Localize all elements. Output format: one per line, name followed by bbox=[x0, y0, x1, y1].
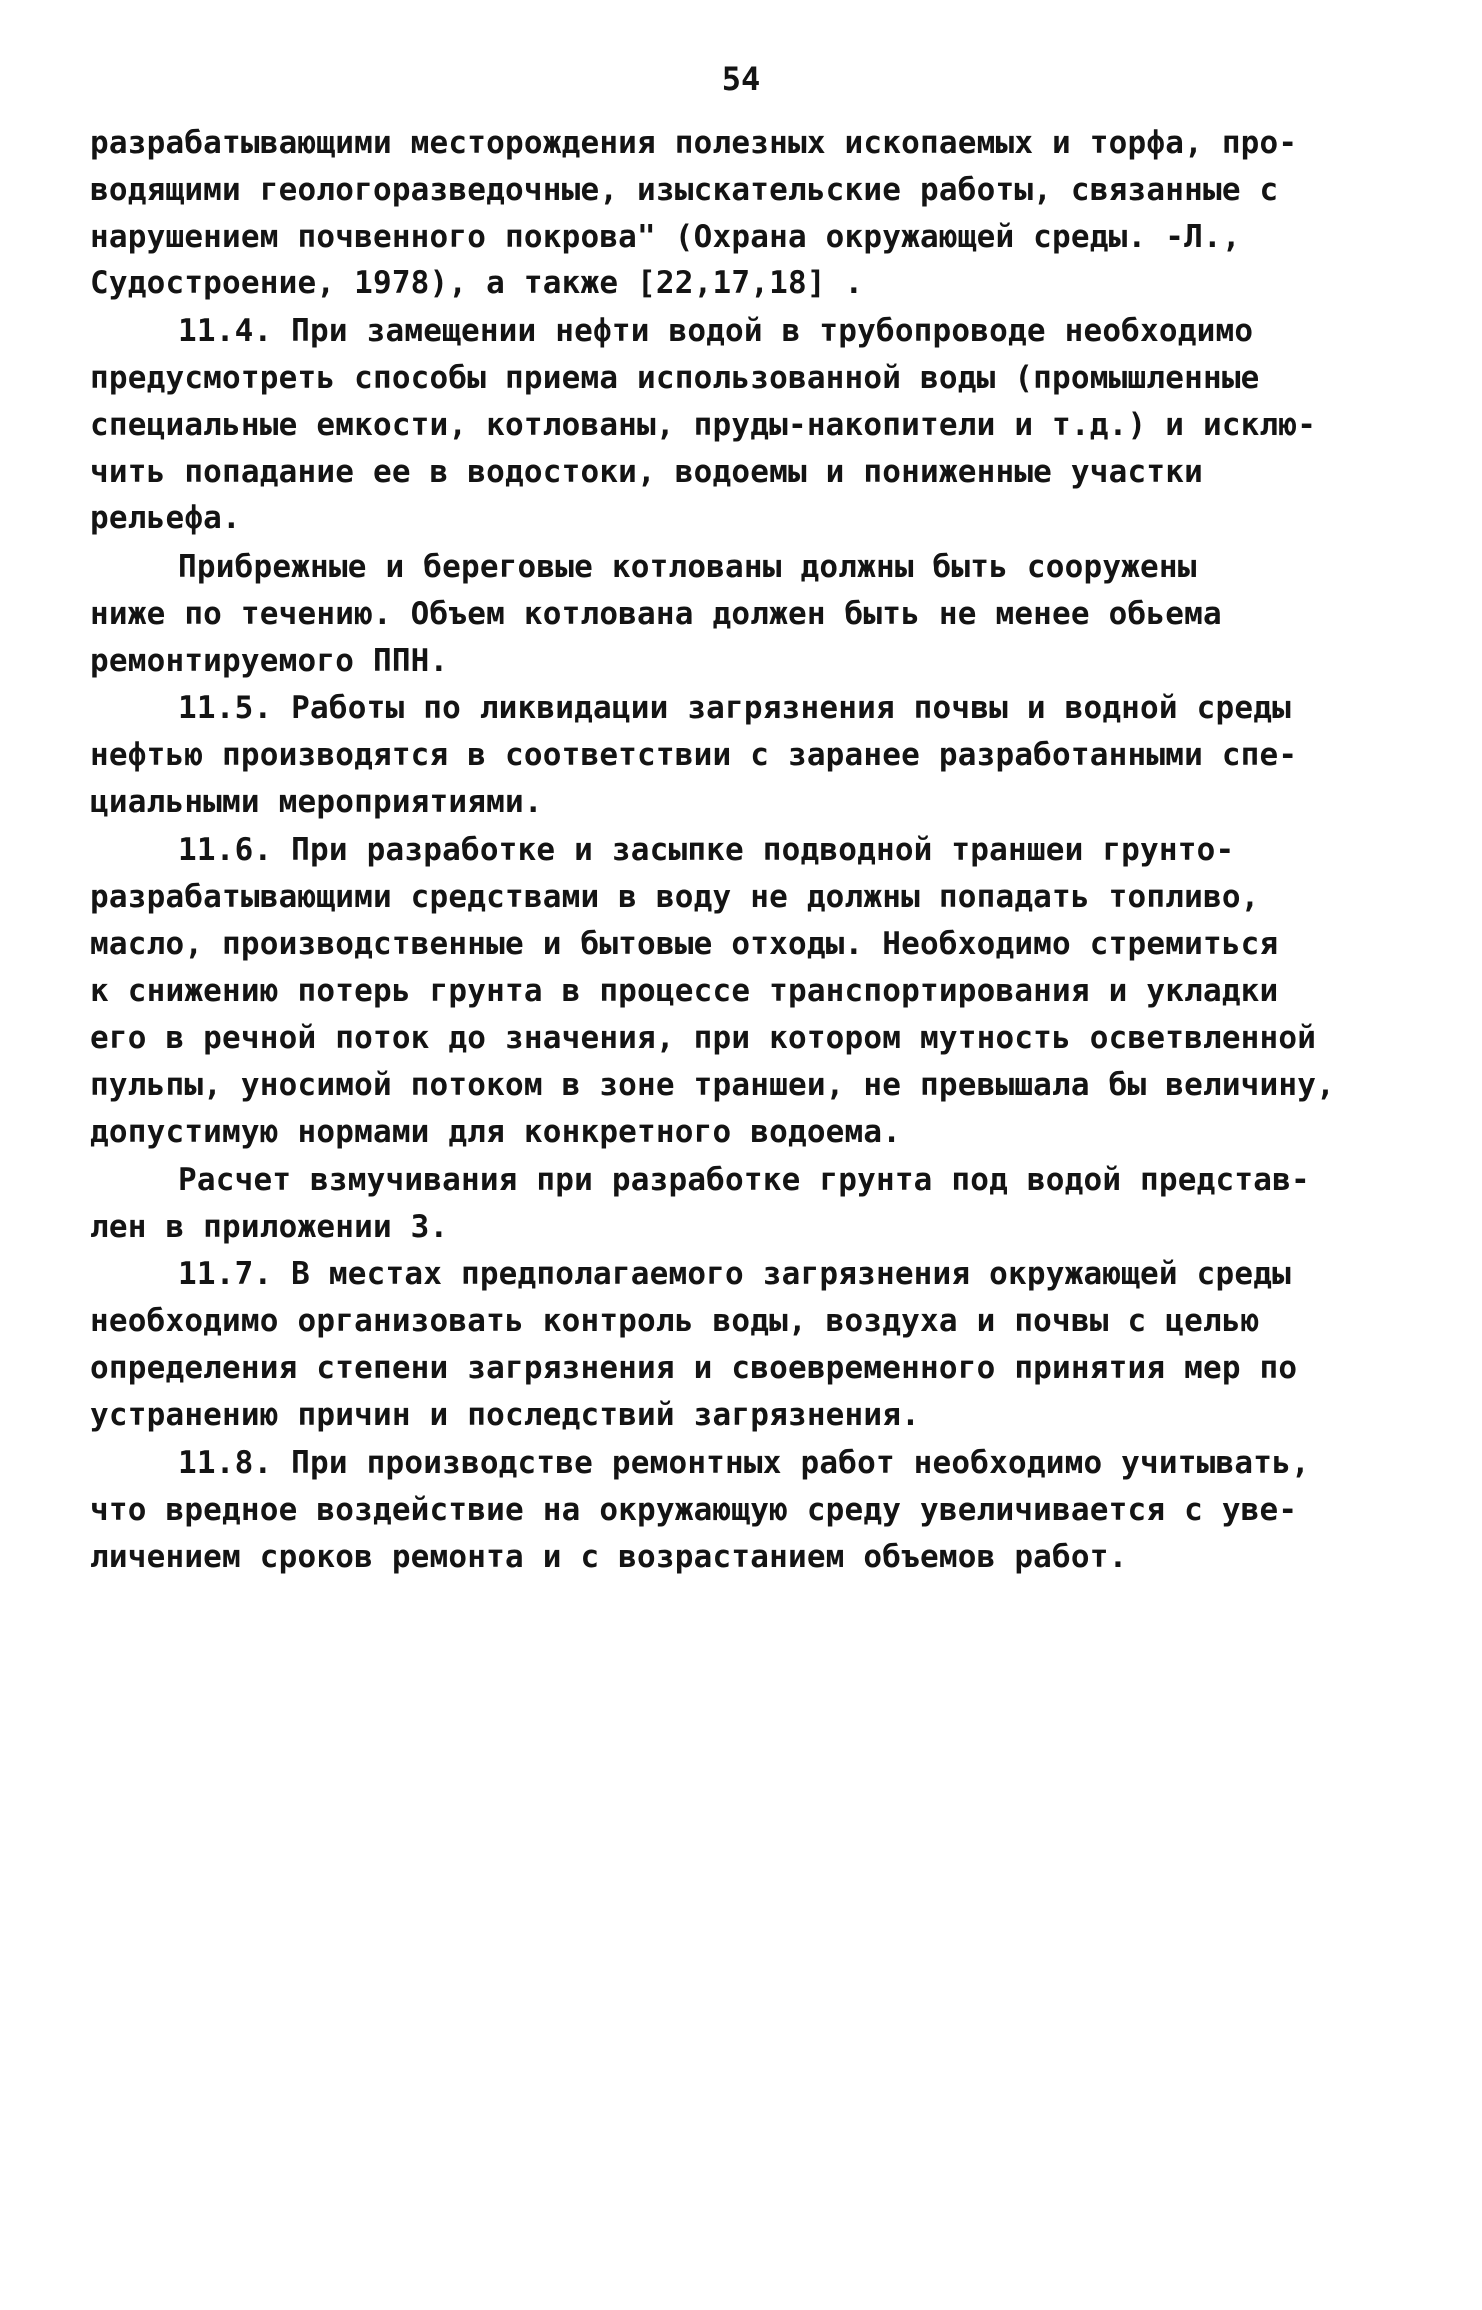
text-line: чить попадание ее в водостоки, водоемы и пониженные участки bbox=[90, 454, 1203, 490]
text-line: разрабатывающими месторождения полезных ископаемых и торфа, про- bbox=[90, 125, 1298, 161]
text-line: разрабатывающими средствами в воду не должны попадать топливо, bbox=[90, 879, 1260, 915]
text-line: пульпы, уносимой потоком в зоне траншеи, не превышала бы величину, bbox=[90, 1067, 1335, 1103]
text-line: Судостроение, 1978), а также [22,17,18] . bbox=[90, 265, 864, 301]
text-line: определения степени загрязнения и своевременного принятия мер по bbox=[90, 1350, 1298, 1386]
text-line: необходимо организовать контроль воды, воздуха и почвы с целью bbox=[90, 1303, 1260, 1339]
text-line: специальные емкости, котлованы, пруды-накопители и т.д.) и исклю- bbox=[90, 407, 1317, 443]
text-line: ремонтируемого ППН. bbox=[90, 643, 449, 679]
page-number: 54 bbox=[721, 60, 761, 98]
text-line: личением сроков ремонта и с возрастанием объемов работ. bbox=[90, 1539, 1128, 1575]
paragraph-11-8-start: 11.8. При производстве ремонтных работ необходимо учитывать, bbox=[178, 1445, 1310, 1481]
text-line: предусмотреть способы приема использованной воды (промышленные bbox=[90, 360, 1260, 396]
paragraph-turbidity-start: Расчет взмучивания при разработке грунта под водой представ- bbox=[178, 1162, 1310, 1198]
text-line: нефтью производятся в соответствии с заранее разработанными спе- bbox=[90, 737, 1298, 773]
text-line: водящими геологоразведочные, изыскательские работы, связанные с bbox=[90, 172, 1279, 208]
paragraph-11-7-start: 11.7. В местах предполагаемого загрязнения окружающей среды bbox=[178, 1256, 1291, 1292]
text-line: ниже по течению. Объем котлована должен быть не менее обьема bbox=[90, 596, 1222, 632]
text-line: лен в приложении 3. bbox=[90, 1209, 449, 1245]
text-line: что вредное воздействие на окружающую среду увеличивается с уве- bbox=[90, 1492, 1298, 1528]
paragraph-11-4-start: 11.4. При замещении нефти водой в трубопроводе необходимо bbox=[178, 313, 1254, 349]
paragraph-11-6-start: 11.6. При разработке и засыпке подводной траншеи грунто- bbox=[178, 832, 1235, 868]
text-line: его в речной поток до значения, при котором мутность осветвленной bbox=[90, 1020, 1317, 1056]
text-line: допустимую нормами для конкретного водоема. bbox=[90, 1114, 902, 1150]
text-line: к снижению потерь грунта в процессе транспортирования и укладки bbox=[90, 973, 1279, 1009]
text-line: устранению причин и последствий загрязнения. bbox=[90, 1397, 920, 1433]
text-line: циальными мероприятиями. bbox=[90, 784, 543, 820]
text-line: рельефа. bbox=[90, 500, 241, 536]
text-line: нарушением почвенного покрова" (Охрана окружающей среды. -Л., bbox=[90, 219, 1241, 255]
paragraph-shore-pits-start: Прибрежные и береговые котлованы должны быть сооружены bbox=[178, 549, 1197, 585]
text-line: масло, производственные и бытовые отходы. Необходимо стремиться bbox=[90, 926, 1279, 962]
paragraph-11-5-start: 11.5. Работы по ликвидации загрязнения почвы и водной среды bbox=[178, 690, 1291, 726]
